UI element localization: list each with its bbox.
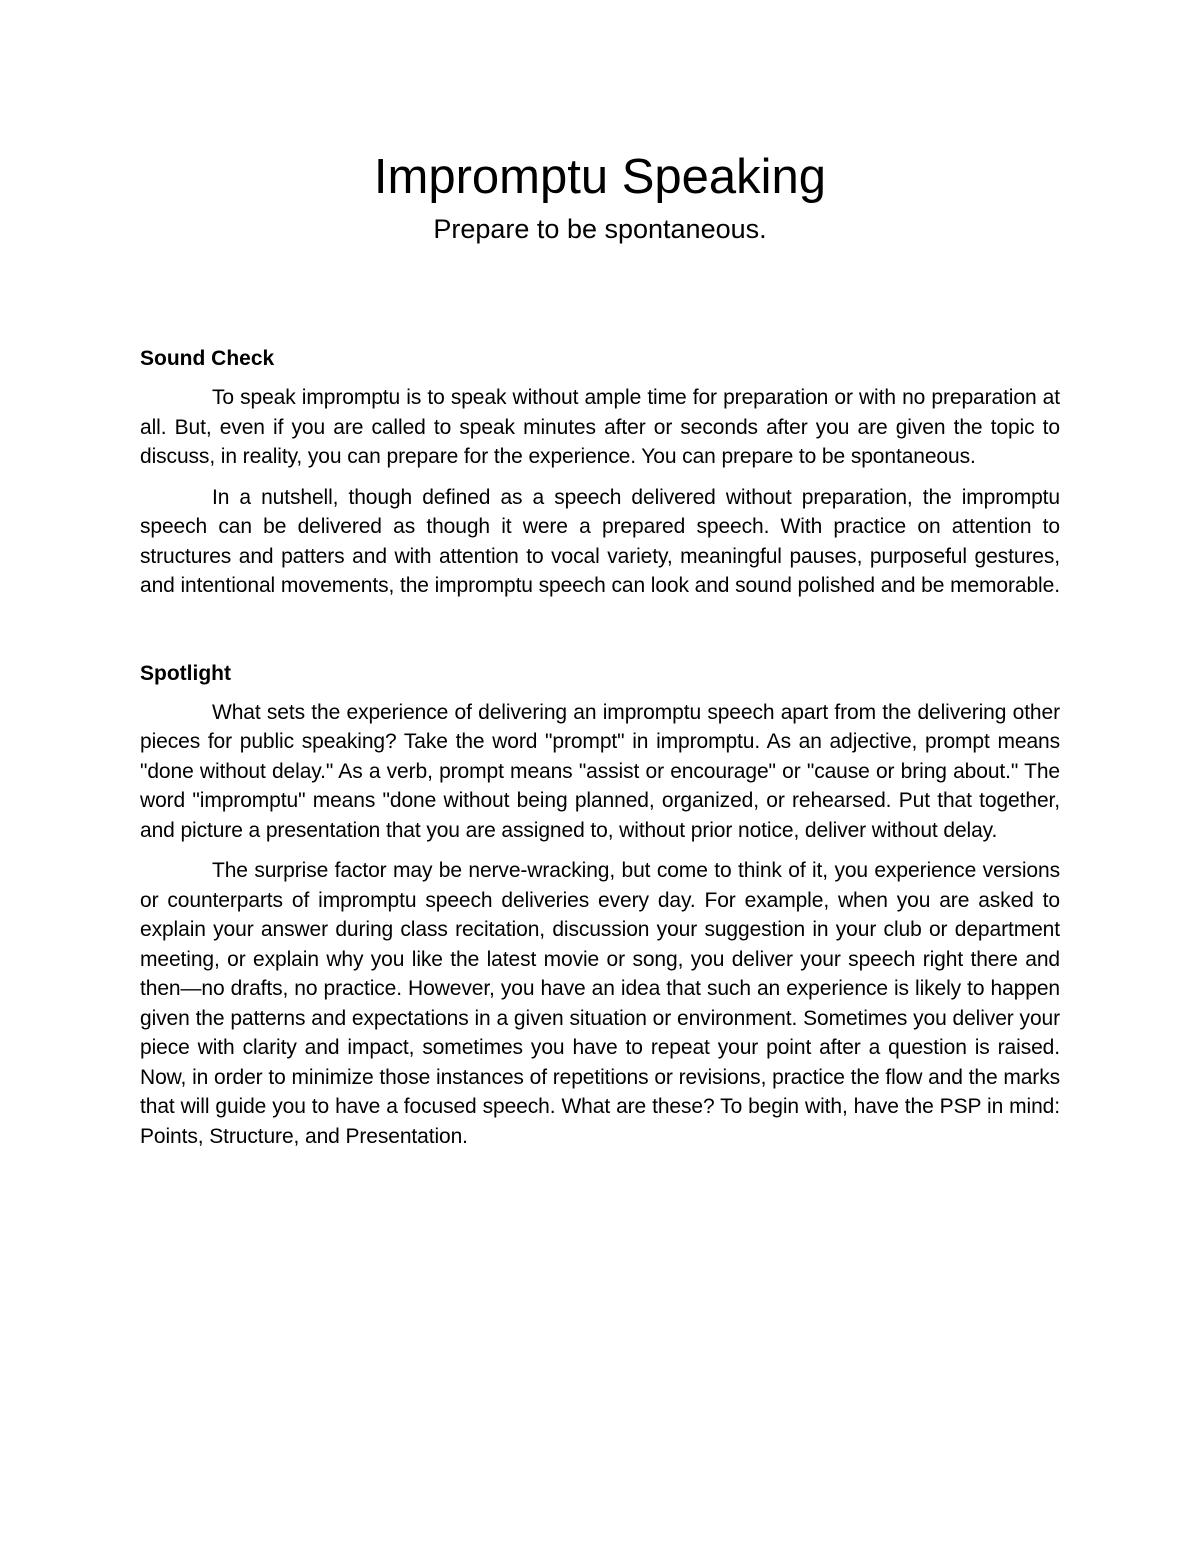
section-spotlight <box>140 659 1060 1152</box>
paragraph: What sets the experience of delivering an impromptu speech apart from the delivering other pieces for public speaking? Take the word "prompt" in impromptu. As an adjective, prompt means "done without delay." As a verb, prompt means "assist or encourage" or "cause or bring about." The word "impromptu" means "done without being planned, organized, or rehearsed. Put that together, and picture a presentation that you are assigned to, without prior notice, deliver without delay. <box>140 700 1060 842</box>
section-sound-check <box>140 344 1060 601</box>
document-page <box>140 145 1060 1162</box>
paragraph: To speak impromptu is to speak without ample time for preparation or with no preparation at all. But, even if you are called to speak minutes after or seconds after you are given the topic to discuss, in reality, you can prepare for the experience. You can prepare to be spontaneous. <box>140 386 1060 468</box>
section-heading: Spotlight <box>140 661 231 685</box>
document-title: Impromptu Speaking <box>373 150 827 204</box>
paragraph: The surprise factor may be nerve-wracking, but come to think of it, you experience versions or counterparts of impromptu speech deliveries every day. For example, when you are asked to explain your answer during class recitation, discussion your suggestion in your club or department meeting, or explain why you like the latest movie or song, you deliver your speech right there and then—no drafts, no practice. However, you have an idea that such an experience is likely to happen given the patterns and expectations in a given situation or environment. Sometimes you deliver your piece with clarity and impact, sometimes you have to repeat your point after a question is raised. Now, in order to minimize those instances of repetitions or revisions, practice the flow and the marks that will guide you to have a focused speech. What are these? To begin with, have the PSP in mind: Points, Structure, and Presentation. <box>140 859 1060 1148</box>
document-subtitle: Prepare to be spontaneous. <box>433 214 767 244</box>
section-heading: Sound Check <box>140 347 275 370</box>
paragraph: In a nutshell, though defined as a speech delivered without preparation, the impromptu speech can be delivered as though it were a prepared speech. With practice on attention to structures and patters and with attention to vocal variety, meaningful pauses, purposeful gestures, and intentional movements, the impromptu speech can look and sound polished and be memorable. <box>140 485 1060 597</box>
